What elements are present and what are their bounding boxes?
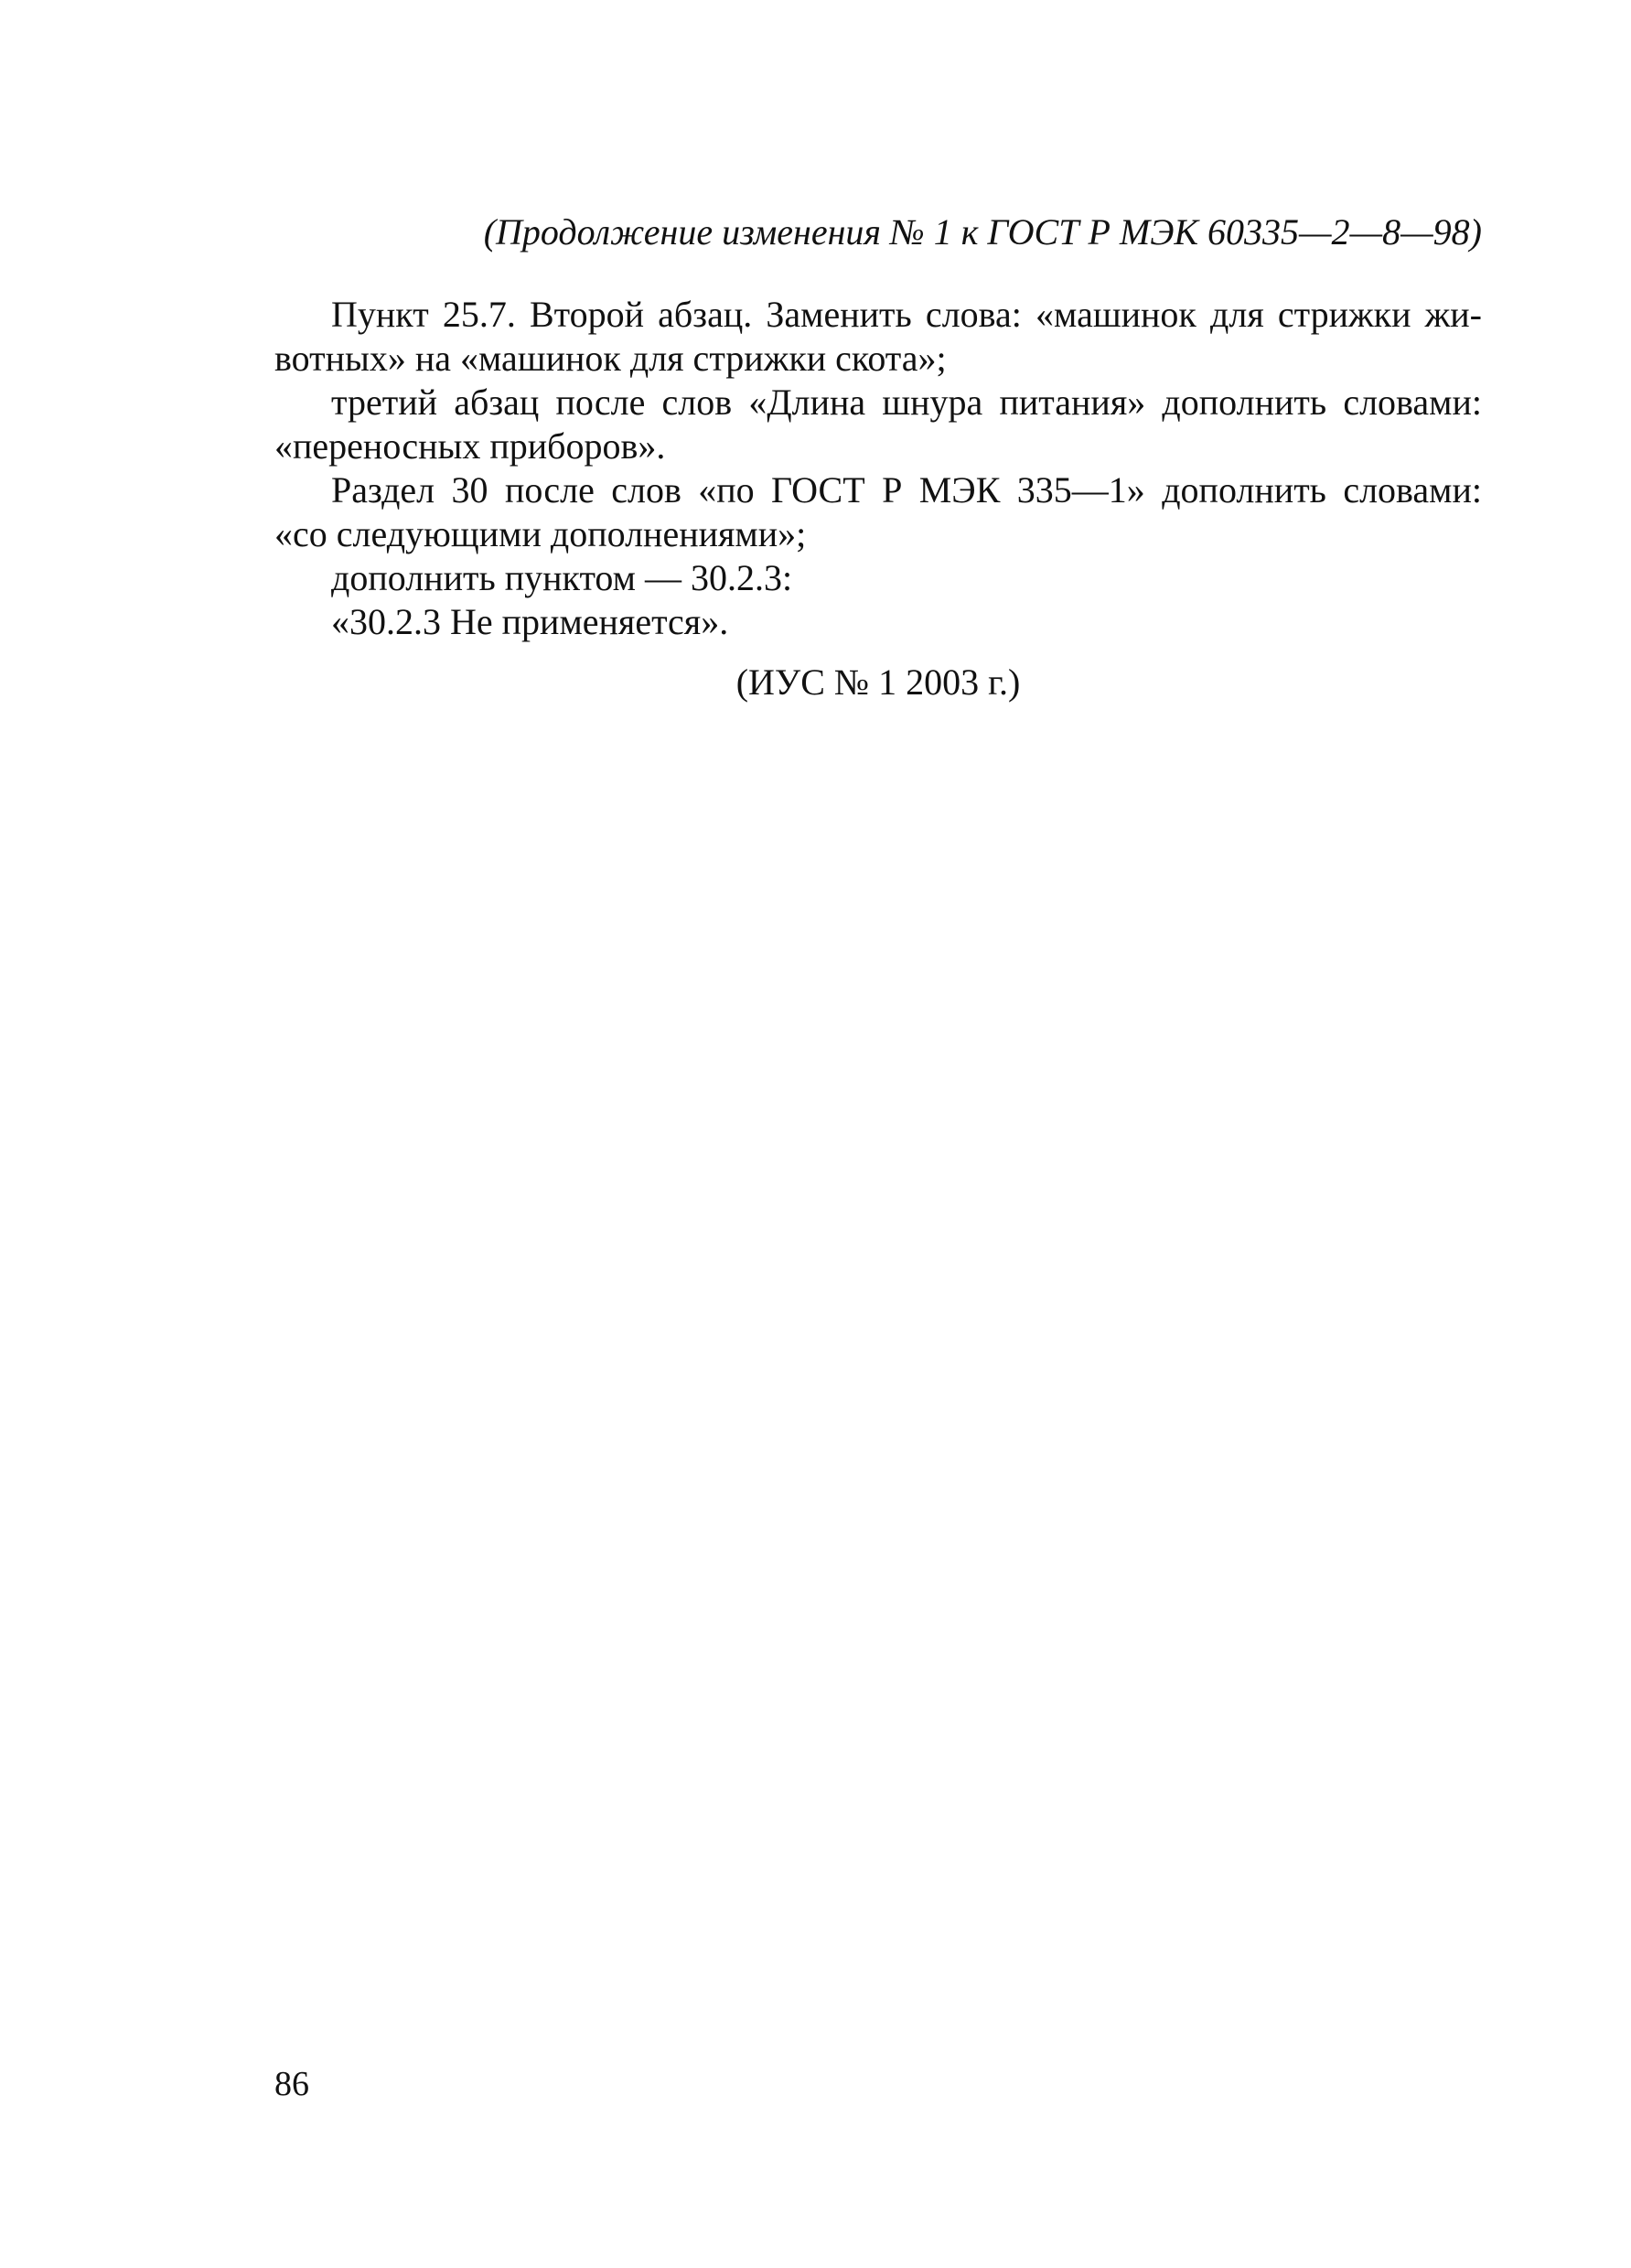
text-line-8: «30.2.3 Не применяется».: [331, 601, 729, 642]
amendment-text: [274, 293, 1482, 644]
text-line-5: Раздел 30 после слов «по ГОСТ Р МЭК 335—1» дополнить словами:: [331, 469, 1482, 511]
text-line-2: вотных» на «машинок для стрижки скота»;: [274, 338, 947, 379]
text-line-7: дополнить пунктом — 30.2.3:: [331, 557, 793, 598]
text-line-1: Пункт 25.7. Второй абзац. Заменить слова: «машинок для стрижки жи-: [331, 294, 1482, 335]
page-header: (Продолжение изменения № 1 к ГОСТ Р МЭК 60335—2—8—98): [483, 211, 1482, 253]
text-line-4: «переносных приборов».: [274, 425, 666, 467]
text-line-3: третий абзац после слов «Длина шнура питания» дополнить словами:: [331, 382, 1482, 423]
text-line-6: «со следующими дополнениями»;: [274, 513, 807, 554]
page-number: 86: [274, 2065, 309, 2103]
source-reference: (ИУС № 1 2003 г.): [735, 661, 1021, 703]
